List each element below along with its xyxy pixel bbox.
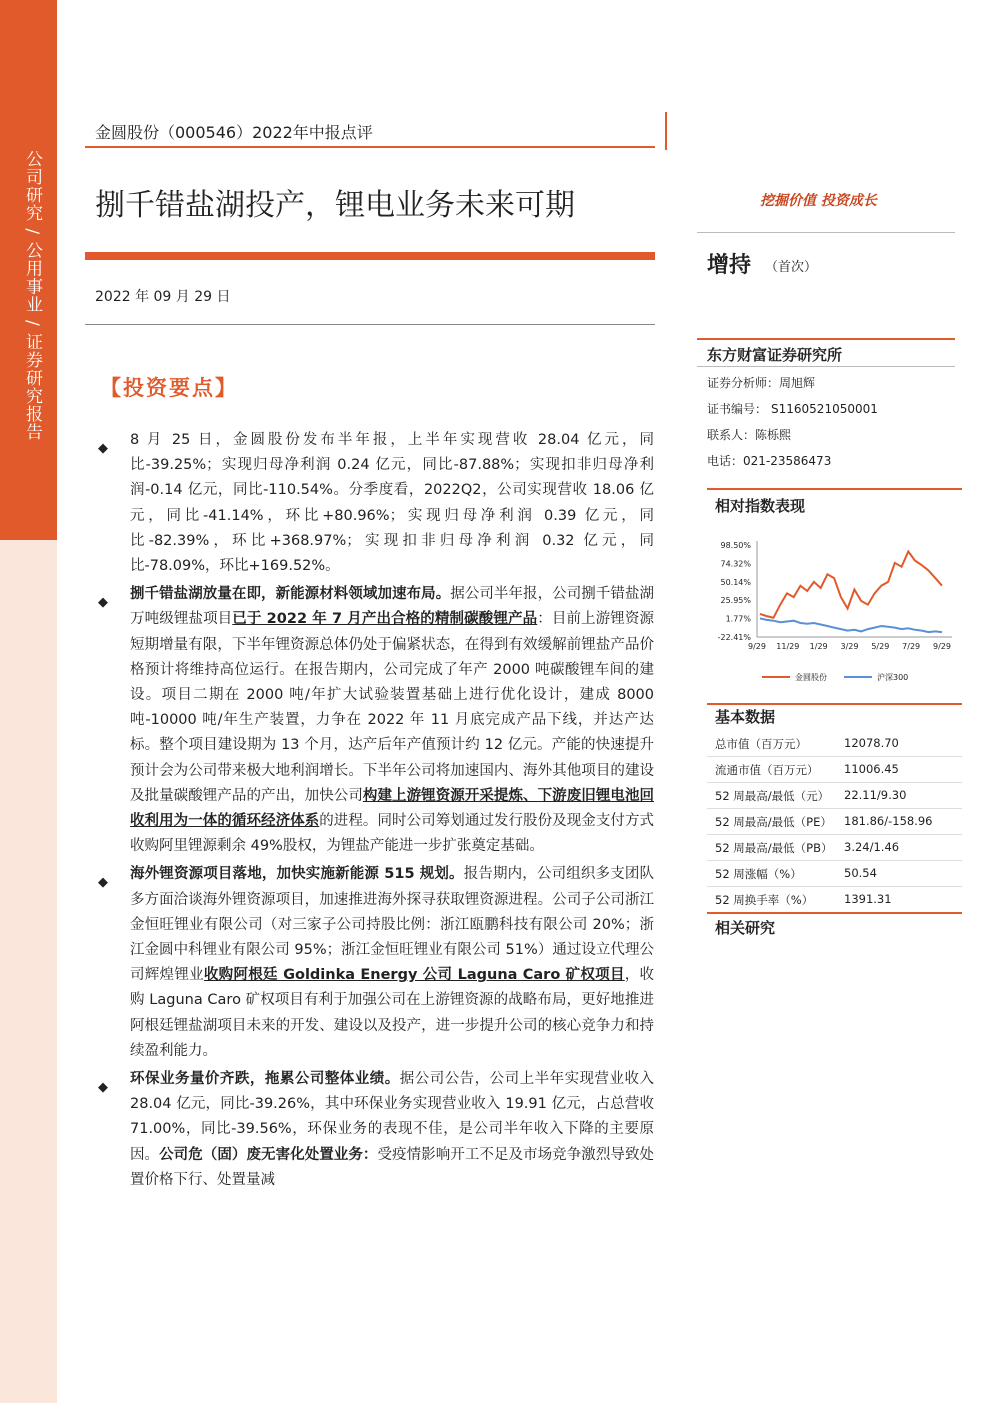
phone-label: 电话：: [707, 454, 744, 468]
rating-line: [697, 232, 955, 233]
analyst-label: 证券分析师：: [707, 376, 780, 390]
investment-bullets: [98, 428, 654, 1193]
diamond-bullet-icon: ◆: [98, 441, 108, 456]
basic-data-row: [707, 834, 962, 861]
basic-data-value: 11006.45: [844, 762, 899, 776]
chart-y-tick-label: 98.50%: [720, 541, 751, 550]
bullet-heading: 环保业务量价齐跌，拖累公司整体业绩。: [130, 1071, 400, 1088]
bullet-text: ，收购 Laguna Caro 矿权项目有利于加强公司在上游锂资源的战略布局，更好地推进阿根廷锂盐湖项目未来的开发、建设以及投产，进一步提升公司的核心竞争力和持续盈利能力。: [130, 967, 655, 1059]
date-line: [85, 324, 655, 325]
bullet-subheading: 公司危（固）废无害化处置业务：: [159, 1146, 378, 1163]
chart-y-tick-label: -22.41%: [717, 633, 751, 642]
institution-line: [697, 338, 955, 340]
bullet-highlight: 收购阿根廷 Goldinka Energy 公司 Laguna Caro 矿权项目: [203, 967, 625, 984]
basic-data-value: 3.24/1.46: [844, 840, 900, 854]
bullet-heading: 捌千错盐湖放量在即，新能源材料领域加速布局。: [130, 586, 451, 603]
bullet-environment: [98, 1067, 654, 1193]
relative-section-line: [707, 488, 962, 490]
bullet-text: 受疫情影响开工不足及市场竞争激烈导致处置价格下行、处置量减: [130, 1146, 655, 1188]
cert-label: 证书编号：: [707, 402, 768, 416]
diamond-bullet-icon: ◆: [98, 875, 108, 891]
chart-y-tick-label: 50.14%: [720, 577, 751, 587]
bullet-highlight: 已于 2022 年 7 月产出合格的精制碳酸锂产品: [232, 611, 538, 628]
sidebar-category: 公司研究 / 公用事业 / 证券研究报告: [22, 150, 42, 442]
rating-sub: （首次）: [765, 260, 818, 275]
basic-data-label: 52 周换手率（%）: [715, 893, 814, 907]
chart-x-tick-label: 3/29: [840, 642, 859, 651]
bullet-highlight: 构建上游锂资源开采提炼、下游废旧锂电池回收利用为一体的循环经济体系: [130, 787, 655, 830]
basic-data-value: 12078.70: [844, 736, 899, 750]
chart-x-tick-label: 9/29: [933, 642, 951, 651]
basic-data-label: 52 周涨幅（%）: [715, 867, 802, 881]
analyst-row: [707, 374, 815, 391]
header-divider: [665, 112, 667, 150]
bullet-earnings: [98, 428, 654, 579]
relative-section-title: 相对指数表现: [715, 497, 806, 515]
basic-data-value: 50.54: [844, 866, 877, 880]
related-section-title: 相关研究: [715, 919, 776, 937]
basic-section-title: 基本数据: [715, 708, 776, 726]
bullet-overseas: [98, 862, 654, 1064]
relative-chart-svg: [707, 525, 957, 695]
basic-data-label: 流通市值（百万元）: [715, 763, 819, 777]
chart-series-line: [760, 552, 942, 618]
rating-label: 增持: [707, 253, 752, 278]
cert-number: S1160521050001: [771, 402, 878, 416]
analyst-name: 周旭辉: [779, 376, 816, 390]
chart-x-tick-label: 1/29: [809, 642, 828, 651]
related-section-line: [707, 912, 962, 914]
basic-data-value: 22.11/9.30: [844, 788, 907, 802]
chart-legend-label: 沪深300: [877, 673, 909, 682]
contact-row: [707, 426, 791, 443]
basic-data-value: 1391.31: [844, 892, 892, 906]
slogan: 挖掘价值 投资成长: [760, 193, 877, 209]
chart-y-tick-label: 1.77%: [725, 614, 751, 624]
basic-data-row: [707, 756, 962, 783]
basic-data-value: 181.86/-158.96: [844, 814, 933, 828]
bullet-text: 据公司公告，公司上半年实现营业收入 28.04 亿元，同比-39.26%，其中环保业务实现营业收入 19.91 亿元，占总营收 71.00%，同比-39.56%，环保业务的表现不佳，是公司半年收入下降的主要原因。: [130, 1071, 654, 1163]
diamond-bullet-icon: ◆: [98, 1080, 108, 1096]
bullet-text: ：目前上游锂资源短期增量有限，下半年锂资源总体仍处于偏紧状态，在得到有效缓解前锂盐产品价格预计将维持高位运行。在报告期内，公司完成了年产 2000 吨碳酸锂车间的建设。项目二期在 2000 吨/年扩大试验装置基础上进行优化设计，建成 8000 吨-10000 吨/年生产装置，力争在 2022 年 11 月底完成产品下线，并达产达标。整个项目建设期为 13 个月，达产后年产值预计约 12 亿元。产能的快速提升预计会为公司带来极大地利润增长。下半年公司将加速国内、海外其他项目的建设及批量碳酸锂产品的产出，加快公司: [130, 611, 655, 804]
diamond-bullet-icon: ◆: [98, 595, 108, 611]
institution-line-bottom: [697, 366, 955, 367]
bullet-text: 8 月 25 日，金圆股份发布半年报，上半年实现营收 28.04 亿元，同比-39.25%；实现归母净利润 0.24 亿元，同比-87.88%；实现扣非归母净利润-0.14 亿元，同比-110.54%。分季度看，2022Q2，公司实现营收 18.06 亿元，同比-41.14%，环比+80.96%；实现归母净利润 0.39 亿元，同比-82.39%，环比+368.97%；实现扣非归母净利润 0.32 亿元，同比-78.09%，环比+169.52%。: [130, 432, 654, 575]
chart-y-tick-label: 25.95%: [720, 596, 751, 606]
investment-title: 【投资要点】: [100, 376, 238, 400]
basic-data-row: [707, 886, 962, 913]
chart-y-tick-label: 74.32%: [720, 559, 751, 569]
basic-data-row: [707, 730, 962, 757]
institution-name: 东方财富证券研究所: [707, 346, 843, 364]
chart-x-tick-label: 5/29: [871, 642, 890, 651]
basic-data-row: [707, 782, 962, 809]
report-type: 金圆股份（000546）2022年中报点评: [95, 123, 373, 142]
basic-data-label: 52 周最高/最低（PB）: [715, 841, 833, 855]
basic-section-line: [707, 703, 962, 705]
bullet-text: 据公司半年报，公司捌千错盐湖万吨级锂盐项目: [130, 586, 655, 628]
phone-row: [707, 452, 831, 469]
chart-x-tick-label: 11/29: [776, 642, 800, 651]
bullet-heading: 海外锂资源项目落地，加快实施新能源 515 规划。: [130, 866, 464, 883]
relative-chart: [707, 525, 957, 695]
contact-label: 联系人：: [707, 428, 756, 442]
bullet-text: 报告期内，公司组织多支团队多方面洽谈海外锂资源项目，加速推进海外探寻获取锂资源进程。公司子公司浙江金恒旺锂业有限公司（对三家子公司持股比例：浙江瓯鹏科技有限公司 20%；浙江金圆中科锂业有限公司 95%；浙江金恒旺锂业有限公司 51%）通过设立代理公司辉煌锂业: [130, 866, 654, 984]
chart-legend-label: 金圆股份: [795, 673, 827, 682]
basic-data-label: 52 周最高/最低（元）: [715, 789, 830, 803]
chart-series-line: [760, 618, 942, 632]
bullet-lithium: [98, 582, 654, 859]
basic-data-label: 总市值（百万元）: [715, 737, 807, 751]
title-bar: [85, 252, 655, 260]
cert-row: [707, 400, 878, 417]
phone-number: 021-23586473: [743, 454, 832, 468]
report-date: 2022 年 09 月 29 日: [95, 289, 231, 305]
bullet-text: 的进程。同时公司筹划通过发行股份及现金支付方式收购阿里锂源剩余 49%股权，为锂盐产能进一步扩张奠定基础。: [130, 813, 655, 855]
page-title: 捌千错盐湖投产，锂电业务未来可期: [95, 188, 575, 223]
basic-data-label: 52 周最高/最低（PE）: [715, 815, 832, 829]
basic-data-row: [707, 808, 962, 835]
chart-x-tick-label: 7/29: [902, 642, 921, 651]
sidebar-band-light: [0, 540, 57, 1403]
contact-name: 陈栎熙: [755, 428, 792, 442]
header-line: [85, 146, 655, 148]
chart-x-tick-label: 9/29: [748, 642, 766, 651]
basic-data-row: [707, 860, 962, 887]
